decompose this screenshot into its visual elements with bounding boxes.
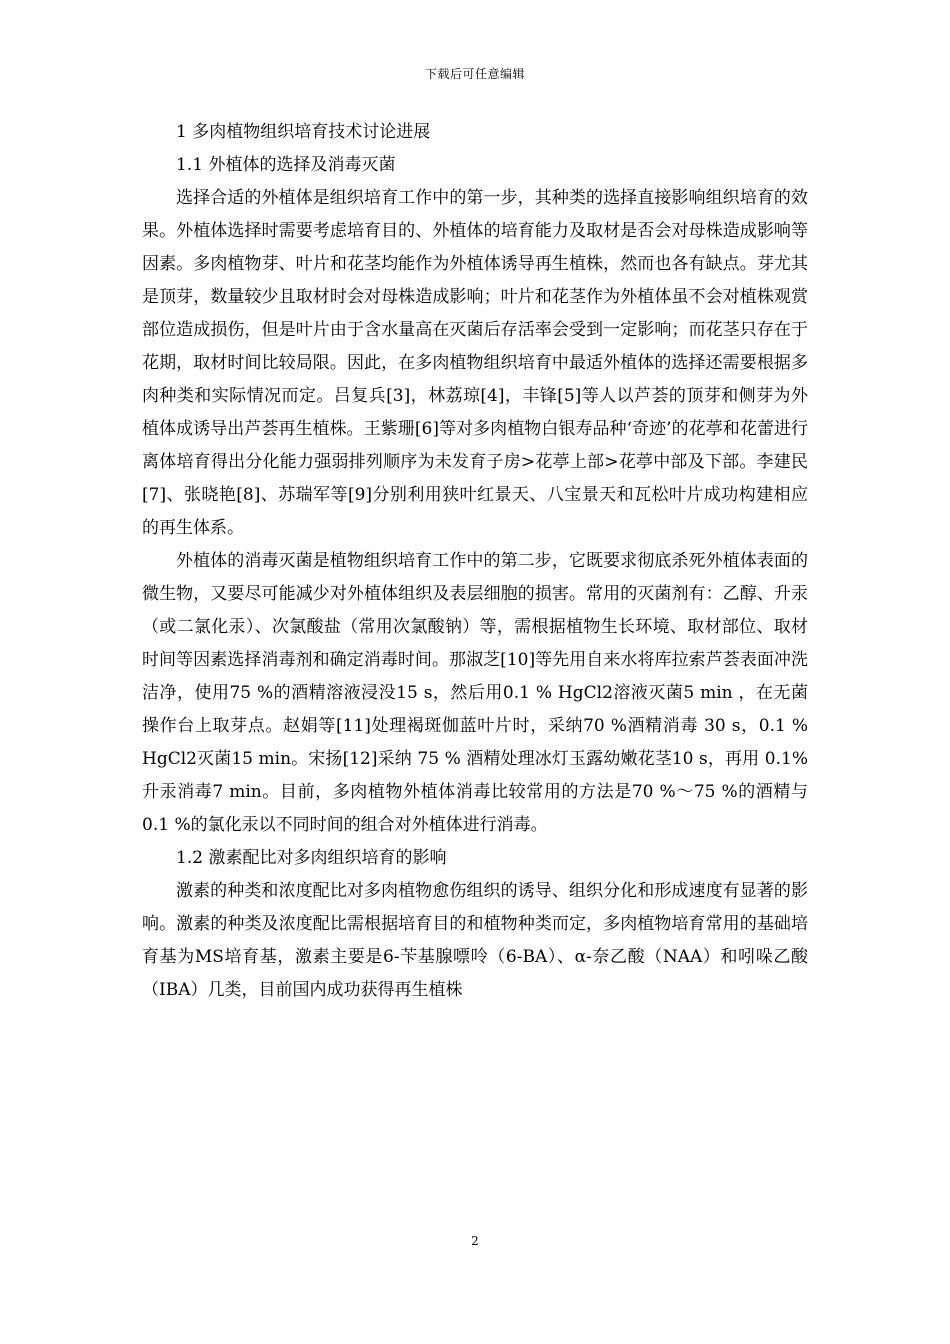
page-header: 下载后可任意编辑 <box>424 67 525 81</box>
subsection-heading-1-1: 1.1 外植体的选择及消毒灭菌 <box>176 155 396 175</box>
paragraph-explant-selection: 选择合适的外植体是组织培育工作中的第一步，其种类的选择直接影响组织培育的效果。外植体选择时需要考虑培育目的、外植体的培育能力及取材是否会对母株造成影响等因素。多肉植物芽、叶片和花茎均能作为外植体诱导再生植株，然而也各有缺点。芽尤其是顶芽，数量较少且取材时会对母株造成影响；叶片和花茎作为外植体虽不会对植株观赏部位造成损伤，但是叶片由于含水量高在灭菌后存活率会受到一定影响；而花茎只存在于花期，取材时间比较局限。因此，在多肉植物组织培育中最适外植体的选择还需要根据多肉种类和实际情况而定。吕复兵[3]，林荔琼[4]，丰锋[5]等人以芦荟的顶芽和侧芽为外植体成诱导出芦荟再生植株。王紫珊[6]等对多肉植物白银寿品种‘奇迹’的花葶和花蕾进行离体培育得出分化能力强弱排列顺序为未发育子房>花葶上部>花葶中部及下部。李建民[7]、张晓艳[8]、苏瑞军等[9]分别利用狭叶红景天、八宝景天和瓦松叶片成功构建相应的再生体系。 <box>142 188 808 538</box>
page-number: 2 <box>471 1234 479 1248</box>
subsection-heading-1-2: 1.2 激素配比对多肉组织培育的影响 <box>176 848 447 868</box>
document-body <box>142 116 808 1007</box>
paragraph-sterilization: 外植体的消毒灭菌是植物组织培育工作中的第二步，它既要求彻底杀死外植体表面的微生物，又要尽可能减少对外植体组织及表层细胞的损害。常用的灭菌剂有：乙醇、升汞（或二氯化汞）、次氯酸盐（常用次氯酸钠）等，需根据植物生长环境、取材部位、取材时间等因素选择消毒剂和确定消毒时间。那淑芝[10]等先用自来水将库拉索芦荟表面冲洗洁净，使用75 %的酒精溶液浸没15 s，然后用0.1 % HgCl2溶液灭菌5 min ，在无菌操作台上取芽点。赵娟等[11]处理褐斑伽蓝叶片时，采纳70 %酒精消毒 30 s，0.1 % HgCl2灭菌15 min。宋扬[12]采纳 75 % 酒精处理冰灯玉露幼嫩花茎10 s，再用 0.1%升汞消毒7 min。目前，多肉植物外植体消毒比较常用的方法是70 %～75 %的酒精与0.1 %的氯化汞以不同时间的组合对外植体进行消毒。 <box>142 551 808 835</box>
section-heading-1: 1 多肉植物组织培育技术讨论进展 <box>176 122 431 142</box>
paragraph-hormones: 激素的种类和浓度配比对多肉植物愈伤组织的诱导、组织分化和形成速度有显著的影响。激素的种类及浓度配比需根据培育目的和植物种类而定，多肉植物培育常用的基础培育基为MS培育基，激素主要是6-苄基腺嘌呤（6-BA）、α-奈乙酸（NAA）和吲哚乙酸（IBA）几类，目前国内成功获得再生植株 <box>142 881 808 1000</box>
